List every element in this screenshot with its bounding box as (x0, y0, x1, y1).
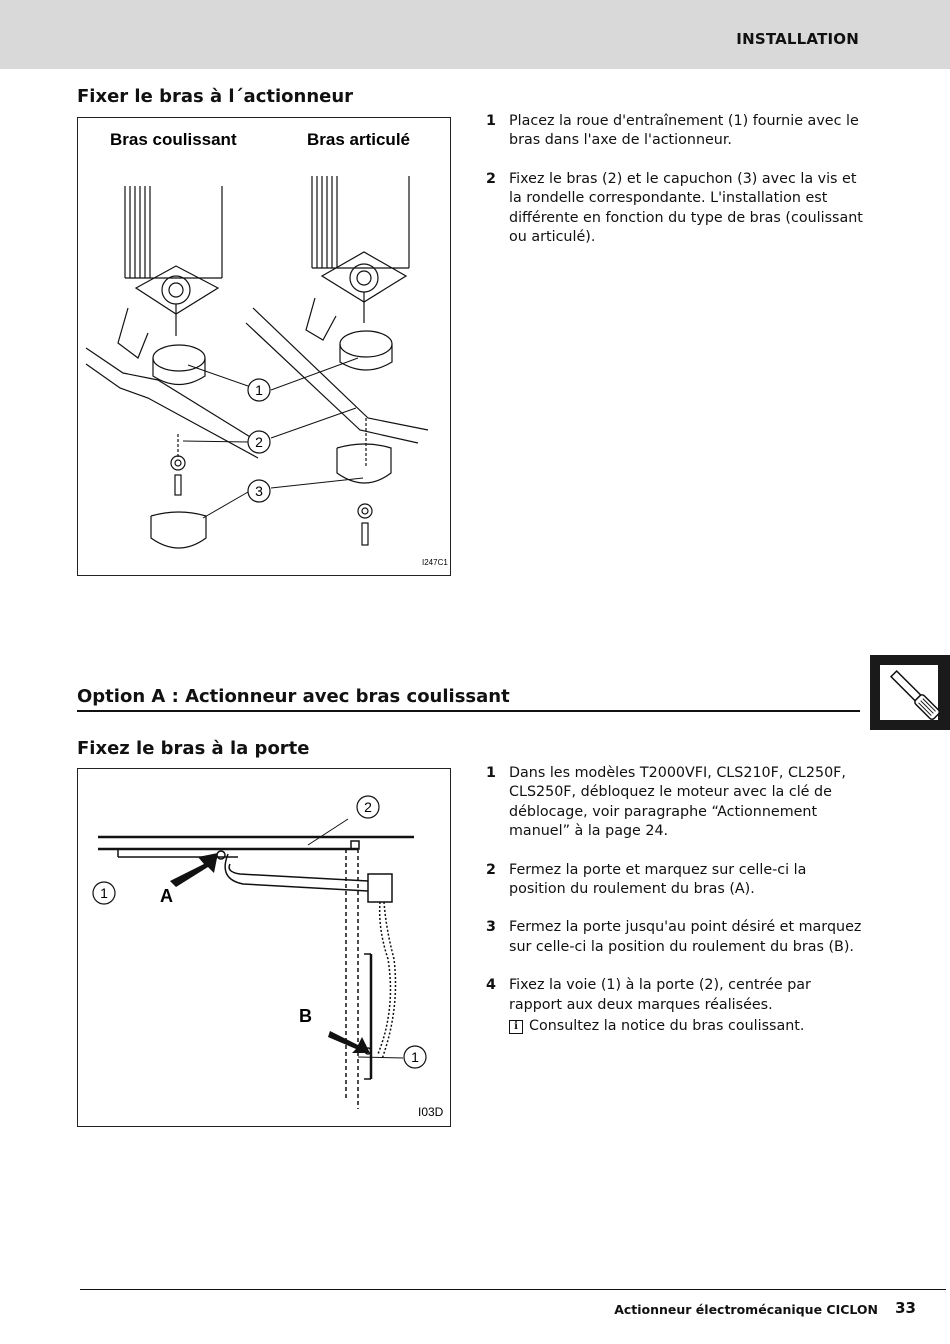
callout-leader (358, 1057, 403, 1058)
footer-title: Actionneur électromécanique CICLON (614, 1302, 878, 1317)
step-number: 2 (486, 170, 496, 187)
step-number: 4 (486, 977, 496, 994)
footer-rule (80, 1289, 946, 1290)
step-text: Fermez la porte jusqu'au point désiré et marquez sur celle-ci la position du roulement du bras (B). (509, 919, 862, 955)
step-text: Fixez le bras (2) et le capuchon (3) avec la vis et la rondelle correspondante. L'installation est différente en fonction du type de bras (coulissant ou articulé). (509, 170, 863, 246)
svg-text:2: 2 (255, 434, 263, 450)
label-position-b: B (299, 1006, 312, 1026)
callout-3 (248, 480, 270, 502)
step-number: 1 (486, 113, 496, 129)
left-sliding-arm (86, 348, 268, 548)
arrow-b-icon (328, 1031, 370, 1053)
callout-leaders (183, 358, 363, 518)
note-text: Consultez la notice du bras coulissant. (529, 1018, 805, 1035)
screwdriver-icon (870, 655, 950, 730)
subsection-title: Fixez le bras à la porte (77, 738, 310, 759)
step-text: Fixez la voie (1) à la porte (2), centrée par rapport aux deux marques réalisées. (509, 977, 811, 1013)
svg-text:1: 1 (255, 382, 263, 398)
title-rule (77, 710, 860, 712)
label-sliding-arm: Bras coulissant (110, 130, 237, 149)
side-tab (870, 655, 950, 730)
svg-text:3: 3 (255, 483, 263, 499)
callout-leader (308, 819, 348, 845)
door-mounting-illustration (78, 769, 450, 1126)
step-text: Dans les modèles T2000VFI, CLS210F, CL250F, CLS250F, débloquez le moteur avec la clé de déblocage, voir paragraphe “Actionnement manuel” à la page 24. (509, 765, 846, 840)
step-number: 1 (486, 765, 496, 781)
arrow-a-icon (170, 853, 218, 887)
callout-door (357, 796, 379, 818)
callout-1 (248, 379, 270, 401)
figure-arm-mounting (77, 117, 451, 576)
figure-door-mounting (77, 768, 451, 1127)
section-title: Fixer le bras à l´actionneur (77, 86, 354, 107)
figure-code: I247C1 (422, 558, 448, 567)
callout-track-top (93, 882, 115, 904)
svg-text:1: 1 (100, 885, 108, 901)
step-text: Placez la roue d'entraînement (1) fournie avec le bras dans l'axe de l'actionneur. (509, 113, 859, 149)
note (509, 1017, 866, 1036)
list-item (486, 861, 866, 900)
callout-track-bottom (404, 1046, 426, 1068)
section-label: INSTALLATION (736, 30, 859, 48)
right-actuator (306, 176, 409, 370)
step-number: 2 (486, 861, 496, 878)
callout-2 (248, 431, 270, 453)
step-text: Fermez la porte et marquez sur celle-ci la position du roulement du bras (A). (509, 861, 807, 898)
svg-text:2: 2 (364, 799, 372, 815)
door-and-track (98, 837, 414, 1109)
list-item (486, 112, 866, 151)
list-item (486, 918, 866, 957)
step-number: 3 (486, 919, 496, 936)
right-articulated-arm (246, 308, 428, 545)
left-actuator (118, 186, 222, 385)
svg-text:1: 1 (411, 1049, 419, 1065)
list-item (486, 764, 866, 842)
list-item (486, 170, 866, 248)
arm-mounting-illustration (78, 118, 450, 575)
steps-list-section1 (486, 112, 866, 266)
page-number: 33 (895, 1299, 916, 1317)
option-title: Option A : Actionneur avec bras coulissant (77, 686, 510, 707)
info-icon: i (509, 1020, 523, 1034)
steps-list-section2 (486, 764, 866, 1036)
figure-code: I03D (418, 1105, 444, 1119)
label-position-a: A (160, 886, 173, 906)
list-item (486, 976, 866, 1036)
label-articulated-arm: Bras articulé (307, 130, 410, 149)
